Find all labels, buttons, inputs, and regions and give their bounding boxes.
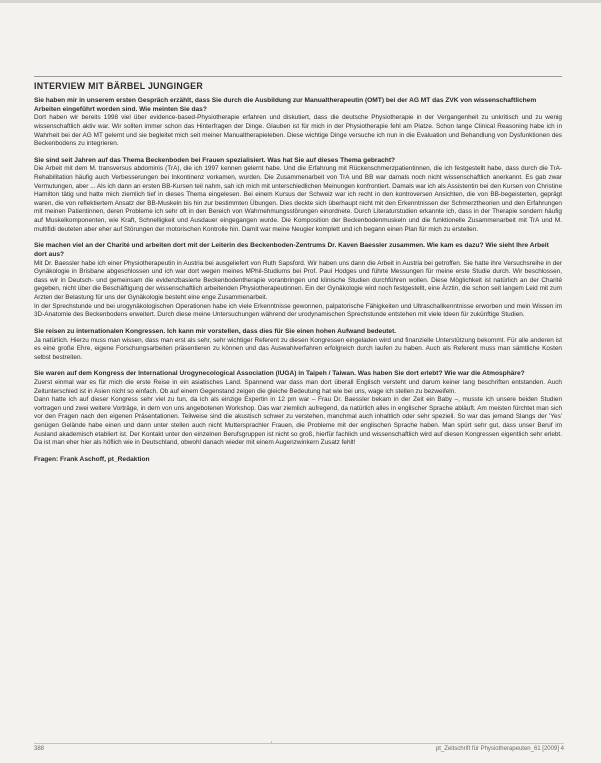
answer-3: Mit Dr. Baessler habe ich einer Physiotherapeutin in Austria bei ausgeliefert von Ruth Sapsford. Wir haben uns dann die Arbeit in Austria bei getroffen. Sie hatte ihre Versuchsreihe in der Gynäkologie in Brisbane abgeschlossen und ich war dort wegen meines MPhil-Studiums bei Prof. Paul Hodges und führte Messungen für meine erste Studie durch. Wir beschlossen, dass wir in Deutsch- und gemeinsam die evidenzbasierte Beckenbodentherapie voranbringen und klinische Studien durchführen wollen. Diese Möglichkeit ist natürlich an der Charité gegeben, nicht über die Beschäftigung der wissenschaftlich arbeitenden Physiotherapeutinnen. Ein der Gynäkologie wird noch festgestellt, eine Ärztin, die schon seit langem Leid mit zum Arzten der Belastung für uns der Gynäkologie besteht eine enge Zusammenarbeit. In der Sprechstunde und bei urogynäkologischen Operationen habe ich viele Erkenntnisse gewonnen, palpatorische Fähigkeiten und Ultraschallkenntnisse erworben und mein Wissen im 3D-Anatomie des Beckenbodens erweitert. Durch diese meine Untersuchungen während der urodynamischen Sprechstunde entstehen mit viele Ideen für zukünftige Studien.	[34, 259, 562, 319]
qa-block-4	[34, 328, 562, 362]
article-title: INTERVIEW MIT BÄRBEL JUNGINGER	[34, 81, 203, 91]
question-5: Sie waren auf dem Kongress der International Urogynecological Association (IUGA) in Taipeh / Taiwan. Was haben Sie dort erlebt? Wie war die Atmosphäre?	[34, 370, 525, 378]
header-rule	[34, 76, 562, 77]
top-edge-strip	[0, 0, 601, 3]
question-3: Sie machen viel an der Charité und arbeiten dort mit der Leiterin des Beckenboden-Zentrums Dr. Kaven Baessler zusammen. Wie kam es dazu? Wie sieht Ihre Arbeit dort aus?	[34, 242, 549, 258]
page-number: 388	[34, 746, 45, 752]
answer-4: Ja natürlich. Hierzu muss man wissen, dass man erst als sehr, sehr wichtiger Referent zu diesen Kongressen eingeladen wird und finanzielle Unterstützung bekommt. Für alle anderen ist es eine große Ehre, eigene Forschungsarbeiten präsentieren zu können und das Auswahlverfahren erfolgreich durch laufen zu haben. Auch als Referent muss man sämtliche Kosten selbst bestreiten.	[34, 336, 562, 361]
question-2: Sie sind seit Jahren auf das Thema Beckenboden bei Frauen spezialisiert. Was hat Sie auf dieses Thema gebracht?	[34, 156, 396, 164]
answer-5: Zuerst einmal war es für mich die erste Reise in ein asiatisches Land. Spannend war dass man dort überall Englisch versteht und darum keiner lang beschriften entstanden. Auch Zeitunterschied ist in Asien nicht so einfach. Ob auf einem Gegenstand zeigen die gleiche Bedeutung hat wie bei uns, wage ich stellen zu bezweifeln. Dann hatte ich auf dieser Kongress sehr viel zu tun, da ich als einzige Expertin in 12 pm war – Frau Dr. Baessler bekam in der Zeit ein Baby –, musste ich unsere beiden Studien vortragen und zwei weitere Vorträge, in dem von uns angebotenen Workshop. Das war ziemlich aufregend, da natürlich alles in englischer Sprache abläuft. Am meisten fürchtet man sich vor den Fragen nach den eigenen Präsentationen. Teilweise sind die akustisch schwer zu verstehen, manchmal auch inhaltlich oder sehr speziell. So war das jemand Slangs der 'Yes' genügen Gelände habe einen und dann unter stellen auch nicht Muttersprachler Frauen, die Probleme mit der englischen Sprache haben. Man spürt sehr gut, dass unser Beruf im Ausland akademisch etabliert ist. Der Kontakt unter den einzelnen Berufsgruppen ist nicht so groß, hierfür fachlich und wissenschaftlich wird auf diesen Kongressen eigentlich sehr erlebt. Da ist man eher hier als höflich wie in Deutschland, obwohl danach wieder mit einem Augenzwinkern Zusatz fehlt!	[34, 378, 562, 447]
qa-block-2	[34, 157, 562, 234]
answer-1: Dort haben wir bereits 1998 viel über evidence-based-Physiotherapie erfahren und diskutiert, dass die deutsche Physiotherapie in der Vergangenheit zu unkritisch und zu wenig wissenschaftlich aktiv war. Wir sollten immer schon das Hinterfragen der Dinge. Glauben ist für mich in der Physiotherapie fehl am Platze. Schon lange Clinical Reasoning habe ich in Wahrheit bei der AG MT gelernt und sie begleitet mich seit meiner Manualtherapieleben. Diese wichtige Dinge versuche ich nun in die Evaluation und Behandlung von Dysfunktionen des Beckenbodens zu integrieren.	[34, 114, 562, 148]
qa-block-1	[34, 97, 562, 149]
question-1: Sie haben mir in unserem ersten Gespräch erzählt, dass Sie durch die Ausbildung zur Manualtherapeutin (OMT) bei der AG MT das ZVK von wissenschaftlichem Arbeiten eingeführt worden sind. Wie meinten Sie das?	[34, 97, 537, 113]
answer-2: Die Arbeit mit dem M. transversus abdominis (TrA), die ich 1997 kennen gelernt habe. Und die Erfahrung mit Rückenschmerzpatientinnen, die ich festgestellt habe, dass durch die TrA-Rehabilitation häufig auch Verbesserungen bei Inkontinenz vorkamen, wurden. Die Zusammenarbeit von TrA und BB war damals noch nicht wissenschaftlich anerkannt. Es gab zwar Vermutungen, aber ... Als ich dann an ersten BB-Kursen teil nahm, sah ich mich mit unterschiedlichen Meinungen konfrontiert. Damals war ich als Assistentin bei den Kursen von Christine Hamilton tätig und hatte mich ziemlich tief in dieses Thema eingelesen. Bei einem Kursus der Schweiz war ich recht in den kontroversen Ansichten, die von BB-begeisterten, geprägt waren, die von reflektiertem Ansatz der BB-Muskeln bis hin zur bestimmten Übungen. Dies deckte sich überhaupt nicht mit den Erkenntnissen der Schmerztheorien und den Erfahrungen mit meinen Patientinnen, deren Probleme ich sehr oft in den Bereich von Wahrnehmungsstörungen einordnete. Durch Literaturstudien erkannte ich, dass in der Therapie sondern häufig auf Muskelkomponenten, wie Kraft, Schnelligkeit und Ausdauer eingegangen wurde. Die Komposition der Beckenbodenmuskeln und die funktionelle Zusammenarbeit mit TrA und M. multifidi deuteten aber eher auf Störungen der motorischen Kontrolle hin. Damit war meine Neugier komplett und ich begann einen Plan für mich zu erstellen.	[34, 165, 562, 233]
center-mark: '	[271, 742, 273, 748]
article	[34, 76, 562, 464]
question-4: Sie reisen zu internationalen Kongressen. Ich kann mir vorstellen, dass dies für Sie einen hohen Aufwand bedeutet.	[34, 327, 397, 335]
journal-citation: pt_Zeitschrift für Physiotherapeuten_61 [2009] 4	[435, 746, 564, 752]
qa-block-5	[34, 370, 562, 447]
qa-block-3	[34, 242, 562, 320]
interview-credit: Fragen: Frank Aschoff, pt_Redaktion	[34, 455, 150, 463]
page-footer	[34, 743, 564, 754]
